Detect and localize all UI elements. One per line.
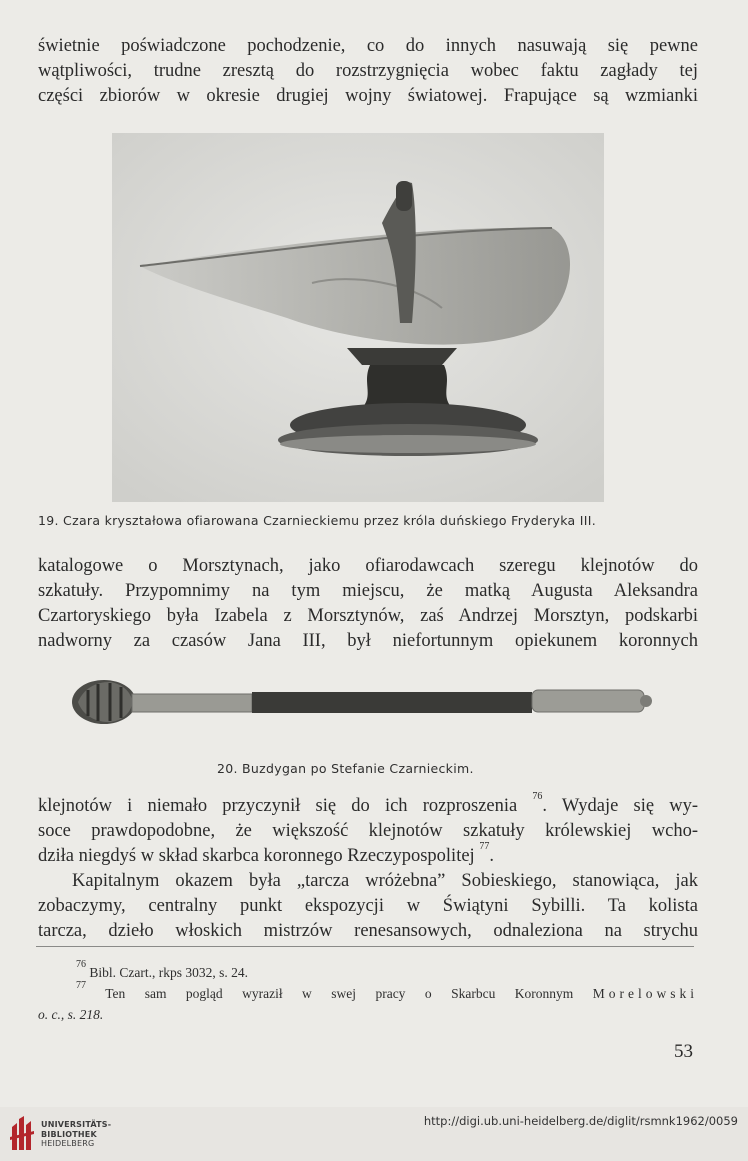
mace-image: [66, 672, 656, 728]
text-line: Czartoryskiego była Izabela z Morsztynów, zaś Andrzej Morsztyn, podskarbi: [38, 606, 698, 626]
crystal-bowl-photo: [112, 133, 604, 502]
text-segment: .: [489, 846, 494, 866]
source-url-link[interactable]: http://digi.ub.uni-heidelberg.de/diglit/rsmnk1962/0059: [423, 1114, 738, 1128]
footnote-text: Ten sam pogląd wyraził w swej pracy o Skarbcu Koronnym: [105, 986, 574, 1001]
paragraph-top: [38, 34, 698, 109]
footnote-number: 77: [76, 980, 86, 991]
paragraph-middle: [38, 554, 698, 654]
footnote-77-cont: o. c., s. 218.: [38, 1007, 104, 1022]
text-segment: dziła niegdyś w skład skarbca koronnego Rzeczypospolitej: [38, 846, 475, 866]
footnote-text: Bibl. Czart., rkps 3032, s. 24.: [89, 965, 248, 980]
text-line: soce prawdopodobne, że większość klejnotów szkatuły królewskiej wcho-: [38, 821, 698, 841]
text-line: wątpliwości, trudne zresztą do rozstrzygnięcia wobec faktu zagłady tej: [38, 61, 698, 81]
footnotes: [38, 959, 699, 1025]
text-line: szkatuły. Przypomnimy na tym miejscu, że matką Augusta Aleksandra: [38, 581, 698, 601]
figure-19-caption: 19. Czara kryształowa ofiarowana Czarnieckiemu przez króla duńskiego Fryderyka III.: [38, 513, 597, 528]
page-number: 53: [674, 1041, 693, 1062]
text-segment: klejnotów i niemało przyczynił się do ich rozproszenia: [38, 796, 518, 816]
figure-20-caption: 20. Buzdygan po Stefanie Czarnieckim.: [217, 761, 474, 776]
library-name: [41, 1120, 111, 1149]
crystal-bowl-image: [112, 133, 604, 502]
text-line: [38, 841, 698, 869]
text-line: tarcza, dzieło włoskich mistrzów renesansowych, odnaleziona na strychu: [38, 921, 698, 941]
text-line: Kapitalnym okazem była „tarcza wróżebna” Sobieskiego, stanowiąca, jak: [72, 871, 698, 891]
footnote-divider: [36, 946, 694, 947]
heidelberg-library-logo-icon[interactable]: [9, 1115, 35, 1153]
mace-photo: [66, 672, 656, 728]
text-line: katalogowe o Morsztynach, jako ofiarodawcach szeregu klejnotów do: [38, 556, 698, 576]
text-line: świetnie poświadczone pochodzenie, co do innych nasuwają się pewne: [38, 36, 698, 56]
footnote-ref-76[interactable]: 76: [532, 791, 543, 802]
library-name-line: BIBLIOTHEK: [41, 1129, 97, 1139]
text-line: [38, 791, 698, 819]
text-segment: . Wydaje się wy-: [542, 796, 698, 816]
footnote-77: [38, 980, 699, 1004]
text-line: części zbiorów w okresie drugiej wojny światowej. Frapujące są wzmianki: [38, 86, 698, 106]
paragraph-bottom: [38, 791, 698, 944]
text-line: zobaczymy, centralny punkt ekspozycji w Świątyni Sybilli. Ta kolista: [38, 896, 698, 916]
footnote-author: Morelowski: [592, 986, 699, 1001]
footnote-ref-77[interactable]: 77: [479, 841, 490, 852]
library-name-line: HEIDELBERG: [41, 1139, 95, 1148]
text-line: nadworny za czasów Jana III, był niefortunnym opiekunem koronnych: [38, 631, 698, 651]
footnote-number: 76: [76, 959, 86, 970]
footnote-76: [38, 959, 698, 983]
library-footer: [0, 1107, 748, 1161]
library-name-line: UNIVERSITÄTS-: [41, 1120, 112, 1129]
